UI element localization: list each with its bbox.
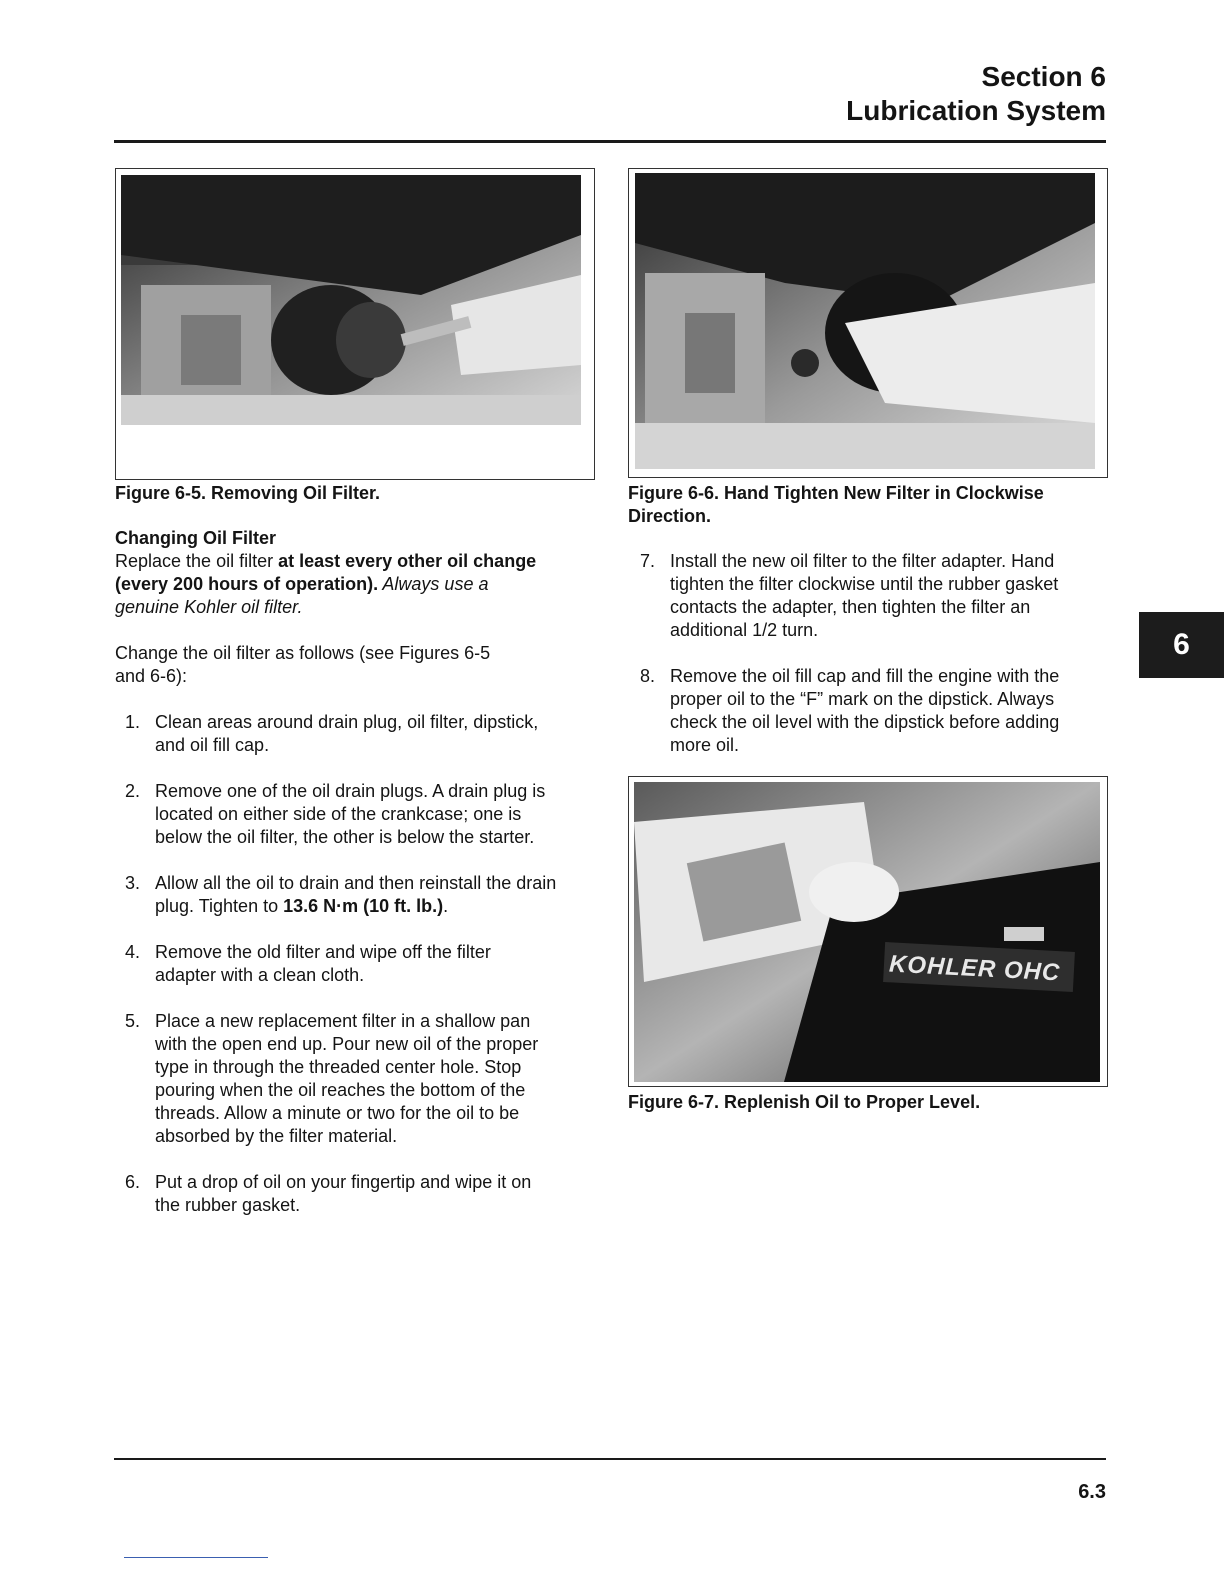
intro-line-3 bbox=[115, 596, 605, 619]
step-line: Remove the oil fill cap and fill the engine with the bbox=[670, 666, 1060, 686]
footer-faint-line bbox=[124, 1557, 268, 1558]
step-line: Remove one of the oil drain plugs. A drain plug is bbox=[155, 781, 546, 801]
step-number: 3. bbox=[125, 873, 141, 893]
step-line: Install the new oil filter to the filter adapter. Hand bbox=[670, 551, 1055, 571]
step-line: Clean areas around drain plug, oil filter, dipstick, bbox=[155, 712, 539, 732]
step-3 bbox=[115, 872, 605, 918]
step-line: additional 1/2 turn. bbox=[670, 620, 819, 640]
step-number: 5. bbox=[125, 1011, 141, 1031]
intro-line-1 bbox=[115, 550, 605, 573]
step-line: more oil. bbox=[670, 735, 740, 755]
section-tab-marker: 6 bbox=[1139, 612, 1224, 678]
figure-6-6-caption bbox=[628, 482, 1044, 528]
figure-6-7-photo bbox=[634, 782, 1100, 1082]
kohler-ohc-logo: KOHLER OHC bbox=[888, 950, 1061, 987]
step-line: below the oil filter, the other is below the starter. bbox=[155, 827, 535, 847]
step-number: 4. bbox=[125, 942, 141, 962]
step-line: pouring when the oil reaches the bottom of the bbox=[155, 1080, 526, 1100]
step-number: 7. bbox=[640, 551, 656, 571]
step-5 bbox=[115, 1010, 605, 1148]
figure-6-6-caption-line2: Direction. bbox=[628, 506, 712, 526]
step-line: adapter with a clean cloth. bbox=[155, 965, 365, 985]
left-column bbox=[115, 527, 605, 1240]
torque-value: 13.6 N·m (10 ft. lb.) bbox=[283, 896, 444, 916]
step-line: and oil fill cap. bbox=[155, 735, 270, 755]
step-line: Place a new replacement filter in a shallow pan bbox=[155, 1011, 531, 1031]
step-text: plug. Tighten to bbox=[155, 896, 284, 916]
step-line: proper oil to the “F” mark on the dipstick. Always bbox=[670, 689, 1055, 709]
figure-6-5-caption: Figure 6-5. Removing Oil Filter. bbox=[115, 483, 381, 503]
section-title: Lubrication System bbox=[846, 95, 1106, 126]
figure-6-7-caption: Figure 6-7. Replenish Oil to Proper Level. bbox=[628, 1092, 981, 1112]
step-line: type in through the threaded center hole. Stop bbox=[155, 1057, 522, 1077]
step-line: located on either side of the crankcase; one is bbox=[155, 804, 522, 824]
intro-italic-2: genuine Kohler oil filter. bbox=[115, 597, 303, 617]
intro-line-2 bbox=[115, 573, 605, 596]
step-line: the rubber gasket. bbox=[155, 1195, 301, 1215]
step-number: 6. bbox=[125, 1172, 141, 1192]
step-line: Put a drop of oil on your fingertip and wipe it on bbox=[155, 1172, 532, 1192]
step-6 bbox=[115, 1171, 605, 1217]
step-7 bbox=[630, 550, 1110, 642]
change-line-1: Change the oil filter as follows (see Figures 6-5 bbox=[115, 643, 491, 663]
subhead-changing-oil-filter: Changing Oil Filter bbox=[115, 528, 276, 548]
step-line: Remove the old filter and wipe off the filter bbox=[155, 942, 491, 962]
change-paragraph bbox=[115, 642, 605, 688]
step-line: check the oil level with the dipstick before adding bbox=[670, 712, 1060, 732]
step-line: Allow all the oil to drain and then reinstall the drain bbox=[155, 873, 557, 893]
section-number: Section 6 bbox=[981, 61, 1106, 92]
step-2 bbox=[115, 780, 605, 849]
intro-text: Replace the oil filter bbox=[115, 551, 279, 571]
step-line: with the open end up. Pour new oil of the proper bbox=[155, 1034, 539, 1054]
figure-6-6-photo bbox=[635, 173, 1095, 469]
footer-rule bbox=[114, 1458, 1106, 1460]
step-text: . bbox=[443, 896, 449, 916]
step-line: contacts the adapter, then tighten the filter an bbox=[670, 597, 1031, 617]
step-line: threads. Allow a minute or two for the oil to be bbox=[155, 1103, 520, 1123]
right-column bbox=[630, 550, 1110, 780]
section-header bbox=[846, 60, 1106, 128]
step-number: 1. bbox=[125, 712, 141, 732]
figure-6-5-photo bbox=[121, 175, 581, 425]
step-8 bbox=[630, 665, 1110, 757]
change-line-2: and 6-6): bbox=[115, 666, 188, 686]
step-number: 8. bbox=[640, 666, 656, 686]
step-number: 2. bbox=[125, 781, 141, 801]
step-4 bbox=[115, 941, 605, 987]
step-line: absorbed by the filter material. bbox=[155, 1126, 398, 1146]
intro-italic-1: Always use a bbox=[378, 574, 489, 594]
step-1 bbox=[115, 711, 605, 757]
step-line bbox=[155, 895, 605, 918]
step-line: tighten the filter clockwise until the rubber gasket bbox=[670, 574, 1059, 594]
intro-bold-1: at least every other oil change bbox=[278, 551, 537, 571]
intro-paragraph bbox=[115, 550, 605, 619]
figure-6-6-caption-line1: Figure 6-6. Hand Tighten New Filter in Clockwise bbox=[628, 483, 1044, 503]
intro-bold-2: (every 200 hours of operation). bbox=[115, 574, 379, 594]
page-number: 6.3 bbox=[1078, 1481, 1106, 1503]
header-rule bbox=[114, 140, 1106, 143]
